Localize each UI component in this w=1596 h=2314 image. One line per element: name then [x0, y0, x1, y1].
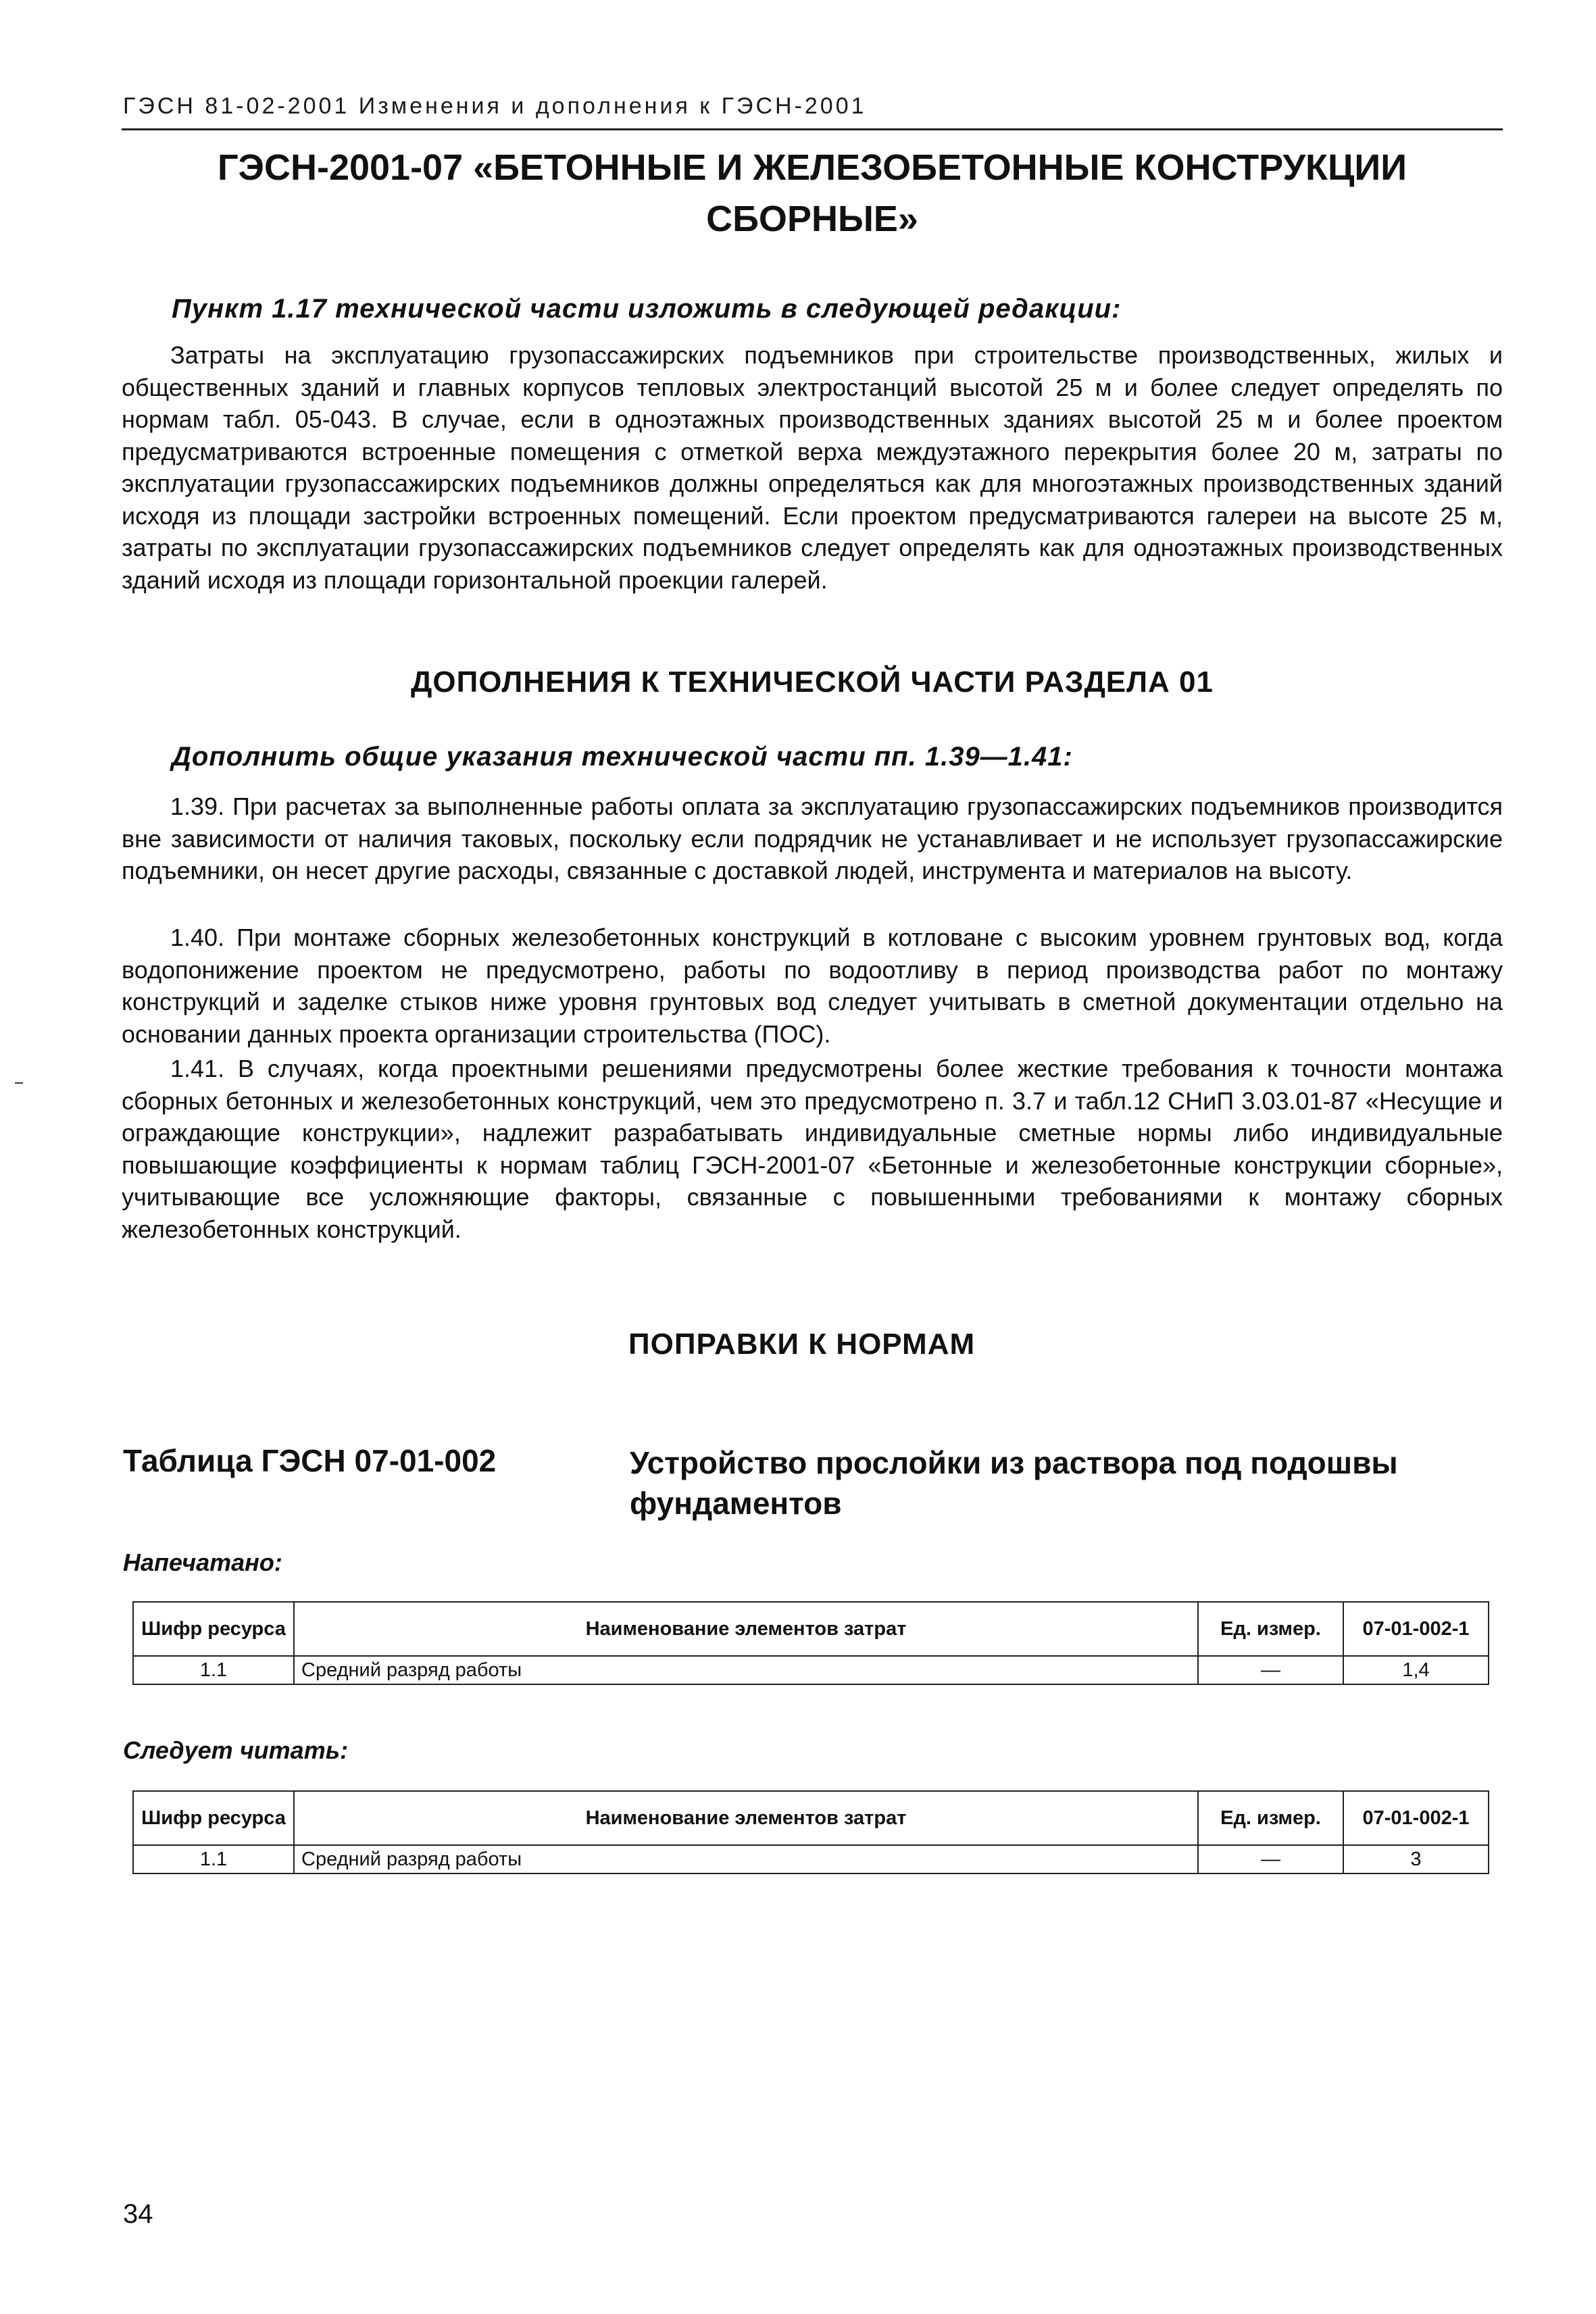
paragraph-1-41: 1.41. В случаях, когда проектными решениями предусмотрены более жесткие требования к точности монтажа сборных бетонных и железобетонных конструкций, чем это предусмотрено п. 3.7 и табл.12 СНиП 3.03.01-87 «Несущие и ограждающие конструкции», надлежит разрабатывать индивидуальные сметные нормы либо индивидуальные повышающие коэффициенты к нормам таблиц ГЭСН-2001-07 «Бетонные и железобетонные конструкции сборные», учитывающие все усложняющие факторы, связанные с повышенными требованиями к монтажу сборных железобетонных конструкций. [122, 1055, 1503, 1243]
margin-mark [15, 1082, 23, 1084]
col-header-norm: 07-01-002-1 [1343, 1791, 1489, 1845]
section3-heading: ПОПРАВКИ К НОРМАМ [628, 1328, 976, 1361]
paragraph-1-40: 1.40. При монтаже сборных железобетонных конструкций в котловане с высоким уровнем грунтовых вод, когда водопонижение проектом не предусмотрено, работы по водоотливу в период производства работ по монтажу конструкций и заделке стыков ниже уровня грунтовых вод следует учитывать в сметной документации отдельно на основании данных проекта организации строительства (ПОС). [122, 924, 1503, 1048]
corrected-label: Следует читать: [123, 1736, 349, 1764]
table-row [133, 1656, 1489, 1684]
col-header-name: Наименование элементов затрат [294, 1791, 1198, 1845]
col-header-unit: Ед. измер. [1198, 1791, 1343, 1845]
table-header-row [133, 1791, 1489, 1845]
col-header-norm: 07-01-002-1 [1343, 1602, 1489, 1656]
cell-value: 1,4 [1343, 1656, 1489, 1684]
cell-value: 3 [1343, 1845, 1489, 1873]
cell-code: 1.1 [133, 1656, 294, 1684]
cell-code: 1.1 [133, 1845, 294, 1873]
printed-table [132, 1601, 1489, 1685]
cell-unit: — [1198, 1656, 1343, 1684]
table-id: Таблица ГЭСН 07-01-002 [123, 1443, 497, 1478]
section1-subhead: Пункт 1.17 технической части изложить в следующей редакции: [172, 294, 1122, 324]
page-number: 34 [123, 2199, 153, 2229]
cell-name: Средний разряд работы [294, 1656, 1198, 1684]
title-line-2: СБОРНЫЕ» [706, 199, 918, 239]
table-header-row [133, 1602, 1489, 1656]
section1-paragraph: Затраты на эксплуатацию грузопассажирских подъемников при строительстве производственных, жилых и общественных зданий и главных корпусов тепловых электростанций высотой 25 м и более следует определять по нормам табл. 05-043. В случае, если в одноэтажных производственных зданиях высотой 25 м и более проектом предусматриваются встроенные помещения с отметкой верха междуэтажного перекрытия более 20 м, затраты по эксплуатации грузопассажирских подъемников должны определяться как для многоэтажных производственных зданий исходя из площади застройки встроенных помещений. Если проектом предусматриваются галереи на высоте 25 м, затраты по эксплуатации грузопассажирских подъемников следует определять как для одноэтажных производственных зданий исходя из площади горизонтальной проекции галерей. [122, 341, 1503, 594]
page-title [122, 142, 1503, 245]
header-rule [122, 128, 1503, 130]
cell-name: Средний разряд работы [294, 1845, 1198, 1873]
table-row [133, 1845, 1489, 1873]
col-header-unit: Ед. измер. [1198, 1602, 1343, 1656]
table-title: Устройство прослойки из раствора под подошвы фундаментов [630, 1445, 1398, 1521]
section2-subhead: Дополнить общие указания технической части пп. 1.39—1.41: [172, 742, 1073, 772]
cell-unit: — [1198, 1845, 1343, 1873]
section2-heading: ДОПОЛНЕНИЯ К ТЕХНИЧЕСКОЙ ЧАСТИ РАЗДЕЛА 01 [411, 665, 1214, 699]
running-head: ГЭСН 81-02-2001 Изменения и дополнения к ГЭСН-2001 [123, 93, 867, 119]
corrected-table [132, 1790, 1489, 1874]
title-line-1: ГЭСН-2001-07 «БЕТОННЫЕ И ЖЕЛЕЗОБЕТОННЫЕ КОНСТРУКЦИИ [217, 147, 1407, 188]
paragraph-1-39: 1.39. При расчетах за выполненные работы оплата за эксплуатацию грузопассажирских подъемников производится вне зависимости от наличия таковых, поскольку если подрядчик не устанавливает и не использует грузопассажирские подъемники, он несет другие расходы, связанные с доставкой людей, инструмента и материалов на высоту. [122, 793, 1503, 884]
printed-label: Напечатано: [123, 1549, 282, 1576]
col-header-code: Шифр ресурса [133, 1791, 294, 1845]
col-header-code: Шифр ресурса [133, 1602, 294, 1656]
col-header-name: Наименование элементов затрат [294, 1602, 1198, 1656]
